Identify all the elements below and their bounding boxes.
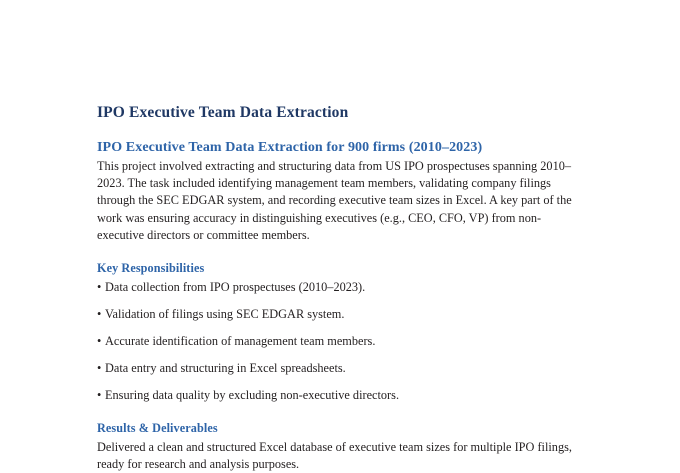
page-title: IPO Executive Team Data Extraction [97, 104, 349, 121]
bullet-icon: • [97, 334, 102, 349]
intro-paragraph: This project involved extracting and structuring data from US IPO prospectuses spanning 2010–2023. The task included identifying management team members, validating company filings through the SEC EDGAR system, and recording executive team sizes in Excel. A key part of the work was ensuring accuracy in distinguishing executives (e.g., CEO, CFO, VP) from non-executive directors or committee members. [97, 159, 572, 242]
document-body [97, 104, 579, 473]
list-item [97, 306, 579, 323]
list-item [97, 279, 579, 296]
bullet-icon: • [97, 361, 102, 376]
results-paragraph: Delivered a clean and structured Excel database of executive team sizes for multiple IPO filings, ready for research and analysis purposes. [97, 440, 572, 472]
list-item-label: Accurate identification of management team members. [105, 334, 376, 349]
list-item [97, 333, 579, 350]
key-responsibilities-list [97, 279, 579, 404]
list-item-label: Data entry and structuring in Excel spreadsheets. [105, 361, 346, 376]
bullet-icon: • [97, 307, 102, 322]
key-responsibilities-heading: Key Responsibilities [97, 261, 205, 276]
list-item [97, 360, 579, 377]
results-deliverables-heading: Results & Deliverables [97, 421, 218, 436]
list-item-label: Ensuring data quality by excluding non-executive directors. [105, 388, 400, 403]
list-item-label: Validation of filings using SEC EDGAR system. [105, 307, 345, 322]
list-item-label: Data collection from IPO prospectuses (2010–2023). [105, 280, 366, 295]
document-subtitle: IPO Executive Team Data Extraction for 900 firms (2010–2023) [97, 140, 483, 155]
bullet-icon: • [97, 388, 102, 403]
list-item [97, 387, 579, 404]
bullet-icon: • [97, 280, 102, 295]
